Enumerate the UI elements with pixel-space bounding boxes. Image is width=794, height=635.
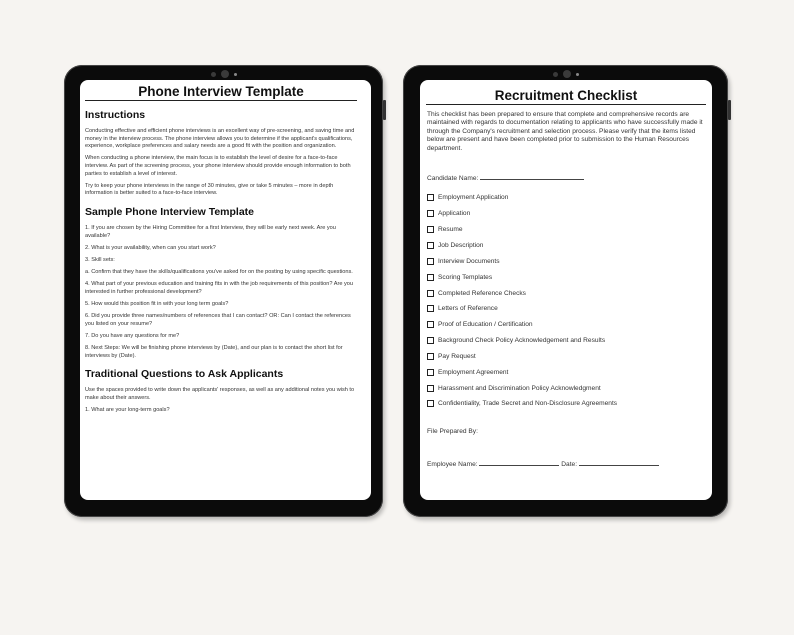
checklist-item[interactable]	[427, 206, 705, 222]
camera-icon	[211, 70, 237, 78]
checklist-item-label: Resume	[438, 226, 463, 234]
checklist-item-label: Confidentiality, Trade Secret and Non-Disclosure Agreements	[438, 400, 618, 408]
checklist-item-label: Harassment and Discrimination Policy Acknowledgment	[438, 384, 601, 392]
checkbox-icon[interactable]	[427, 226, 434, 233]
side-button	[728, 100, 731, 120]
checklist-item[interactable]	[427, 301, 705, 317]
checklist-item[interactable]	[427, 317, 705, 333]
intro-text: This checklist has been prepared to ensure that complete and comprehensive records are maintained with regards to documentation relating to applicants who have successfully made it through the Company's recruitment and selection process. Please verify that the items listed below are present and have been completed prior to submission to the Human Resources department.	[427, 111, 703, 152]
checklist-item[interactable]	[427, 364, 705, 380]
checkbox-icon[interactable]	[427, 369, 434, 376]
paragraph: 2. What is your availability, when can you start work?	[85, 244, 216, 251]
tablet-right	[403, 65, 728, 517]
paragraph: Use the spaces provided to write down the applicants' responses, as well as any additional notes you wish to make about their answers.	[85, 387, 355, 401]
paragraph: 1. If you are chosen by the Hiring Committee for a first Interview, they will be early next week. Are you available?	[85, 224, 336, 239]
checkbox-icon[interactable]	[427, 194, 434, 201]
section-heading: Traditional Questions to Ask Applicants	[85, 368, 284, 381]
checkbox-icon[interactable]	[427, 400, 434, 407]
paragraph: 5. How would this position fit in with your long term goals?	[85, 301, 229, 308]
paragraph: 4. What part of your previous education and training fits in with the job requirements of this position? Are you interested in further professional development?	[85, 281, 354, 295]
section-heading: Instructions	[85, 109, 146, 121]
checklist-item-label: Interview Documents	[438, 257, 500, 265]
checkbox-icon[interactable]	[427, 321, 434, 328]
checklist-item[interactable]	[427, 285, 705, 301]
checklist-item[interactable]	[427, 253, 705, 269]
checklist-item[interactable]	[427, 190, 705, 206]
checklist-item-label: Job Description	[438, 241, 484, 249]
checklist-item[interactable]	[427, 238, 705, 254]
checklist-item-label: Employment Agreement	[438, 368, 509, 376]
paragraph: a. Confirm that they have the skills/qualifications you've asked for on the posting by using specific questions.	[85, 269, 353, 276]
checklist-item[interactable]	[427, 333, 705, 349]
checkbox-icon[interactable]	[427, 274, 434, 281]
checkbox-icon[interactable]	[427, 290, 434, 297]
checklist-item-label: Letters of Reference	[438, 305, 498, 313]
camera-icon	[553, 70, 579, 78]
paragraph: 8. Next Steps: We will be finishing phone interviews by (Date), and our plan is to contact the short list for interviews by (Date).	[85, 345, 343, 359]
paragraph: 1. What are your long-term goals?	[85, 407, 170, 414]
checkbox-icon[interactable]	[427, 337, 434, 344]
checklist-item-label: Completed Reference Checks	[438, 289, 526, 297]
checkbox-icon[interactable]	[427, 258, 434, 265]
tablet-left	[64, 65, 383, 517]
page-title: Phone Interview Template	[85, 80, 357, 101]
employee-name-field[interactable]	[479, 459, 559, 466]
document-recruitment-checklist	[420, 80, 712, 500]
checklist-item-label: Background Check Policy Acknowledgement and Results	[438, 337, 606, 345]
section-heading: Sample Phone Interview Template	[85, 205, 255, 218]
checkbox-icon[interactable]	[427, 242, 434, 249]
prepared-by-label: File Prepared By:	[427, 427, 478, 435]
paragraph: Conducting effective and efficient phone interviews is an excellent way of pre-screening, and saving time and money in the interview process. The phone interview allows you to determine if the applicant's qualifications, experience, workplace preferences and salary needs are a good fit with the position and organization.	[85, 128, 355, 150]
checkbox-icon[interactable]	[427, 305, 434, 312]
checklist-item[interactable]	[427, 396, 705, 412]
document-phone-interview	[80, 80, 371, 500]
checklist-item[interactable]	[427, 348, 705, 364]
checklist-item-label: Pay Request	[438, 352, 476, 360]
checklist-item-label: Scoring Templates	[438, 273, 493, 281]
checklist-item[interactable]	[427, 269, 705, 285]
paragraph: 7. Do you have any questions for me?	[85, 333, 180, 340]
checklist-item[interactable]	[427, 380, 705, 396]
paragraph: 3. Skill sets:	[85, 256, 115, 263]
employee-name-label: Employee Name:	[427, 460, 478, 468]
side-button	[383, 100, 386, 120]
employee-date-row	[427, 459, 705, 468]
checkbox-icon[interactable]	[427, 385, 434, 392]
candidate-name-field[interactable]	[427, 173, 705, 182]
checklist-item[interactable]	[427, 222, 705, 238]
paragraph: When conducting a phone interview, the main focus is to establish the level of desire for a face-to-face interview. As part of the screening process, your phone interview should provide enough information to both parties to establish a level of interest.	[85, 155, 351, 177]
checkbox-icon[interactable]	[427, 353, 434, 360]
checkbox-icon[interactable]	[427, 210, 434, 217]
checklist-item-label: Proof of Education / Certification	[438, 321, 533, 329]
paragraph: 6. Did you provide three names/numbers of references that I can contact? OR: Can I contact the references you listed on your resume?	[85, 313, 351, 327]
checklist-item-label: Employment Application	[438, 194, 509, 202]
candidate-name-label: Candidate Name:	[427, 175, 479, 183]
paragraph: Try to keep your phone interviews in the range of 30 minutes, give or take 5 minutes – more in depth information is better suited to a face-to-face interview.	[85, 182, 334, 197]
checklist-item-label: Application	[438, 210, 471, 218]
date-label: Date:	[561, 460, 578, 468]
date-field[interactable]	[579, 459, 659, 466]
page-title: Recruitment Checklist	[426, 80, 706, 105]
